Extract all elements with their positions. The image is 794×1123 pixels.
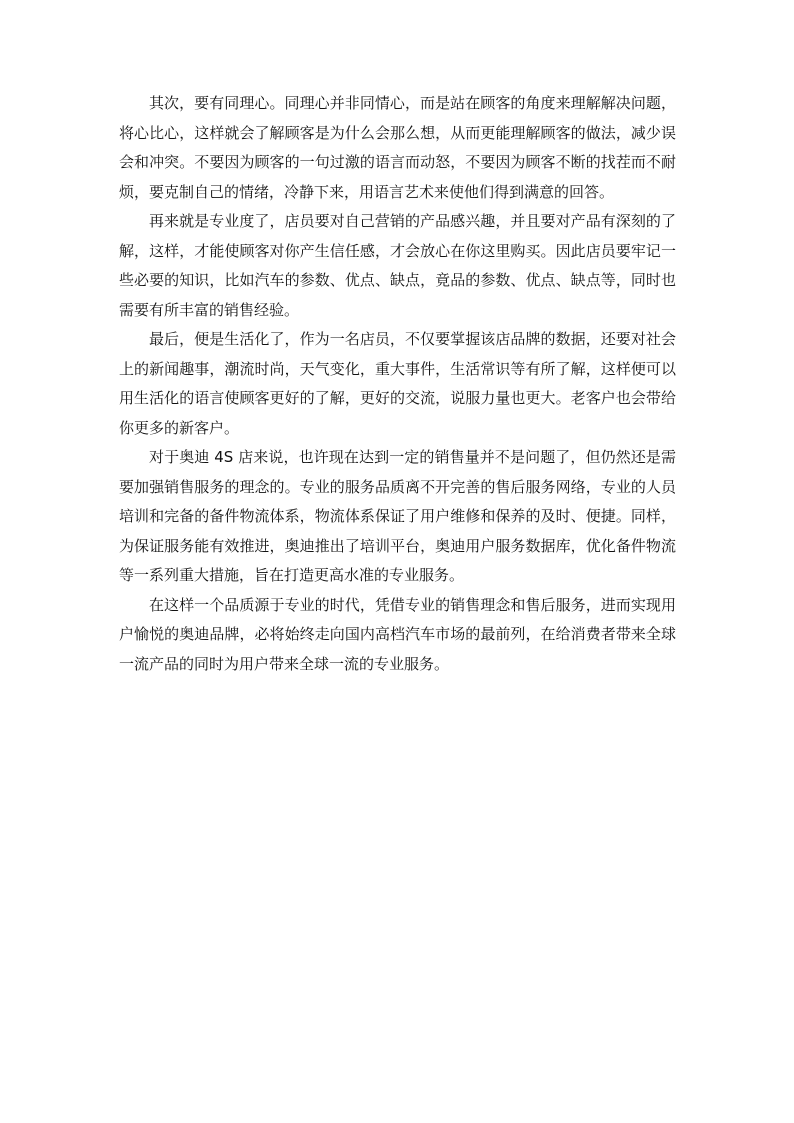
paragraph-empathy: 其次，要有同理心。同理心并非同情心，而是站在顾客的角度来理解解决问题，将心比心，这样就会了解顾客是为什么会那么想，从而更能理解顾客的做法，减少误会和冲突。不要因为顾客的一句过激的语言而动怒，不要因为顾客不断的找茬而不耐烦，要克制自己的情绪，冷静下来，用语言艺术来使他们得到满意的回答。 — [119, 94, 676, 201]
paragraph-conclusion: 在这样一个品质源于专业的时代，凭借专业的销售理念和售后服务，进而实现用户愉悦的奥迪品牌，必将始终走向国内高档汽车市场的最前列，在给消费者带来全球一流产品的同时为用户带来全球一流的专业服务。 — [119, 595, 676, 673]
paragraph-audi-4s-service: 对于奥迪 4S 店来说，也许现在达到一定的销售量并不是问题了，但仍然还是需要加强销售服务的理念的。专业的服务品质离不开完善的售后服务网络，专业的人员培训和完备的备件物流体系，物流体系保证了用户维修和保养的及时、便捷。同样，为保证服务能有效推进，奥迪推出了培训平台，奥迪用户服务数据库，优化备件物流等一系列重大措施，旨在打造更高水准的专业服务。 — [119, 448, 676, 584]
document-body — [119, 89, 676, 679]
paragraph-lifestyle: 最后，便是生活化了，作为一名店员，不仅要掌握该店品牌的数据，还要对社会上的新闻趣事，潮流时尚，天气变化，重大事件，生活常识等有所了解，这样便可以用生活化的语言使顾客更好的了解，更好的交流，说服力量也更大。老客户也会带给你更多的新客户。 — [119, 330, 676, 437]
paragraph-professionalism: 再来就是专业度了，店员要对自己营销的产品感兴趣，并且要对产品有深刻的了解，这样，才能使顾客对你产生信任感，才会放心在你这里购买。因此店员要牢记一些必要的知识，比如汽车的参数、优点、缺点，竟品的参数、优点、缺点等，同时也需要有所丰富的销售经验。 — [119, 212, 676, 319]
